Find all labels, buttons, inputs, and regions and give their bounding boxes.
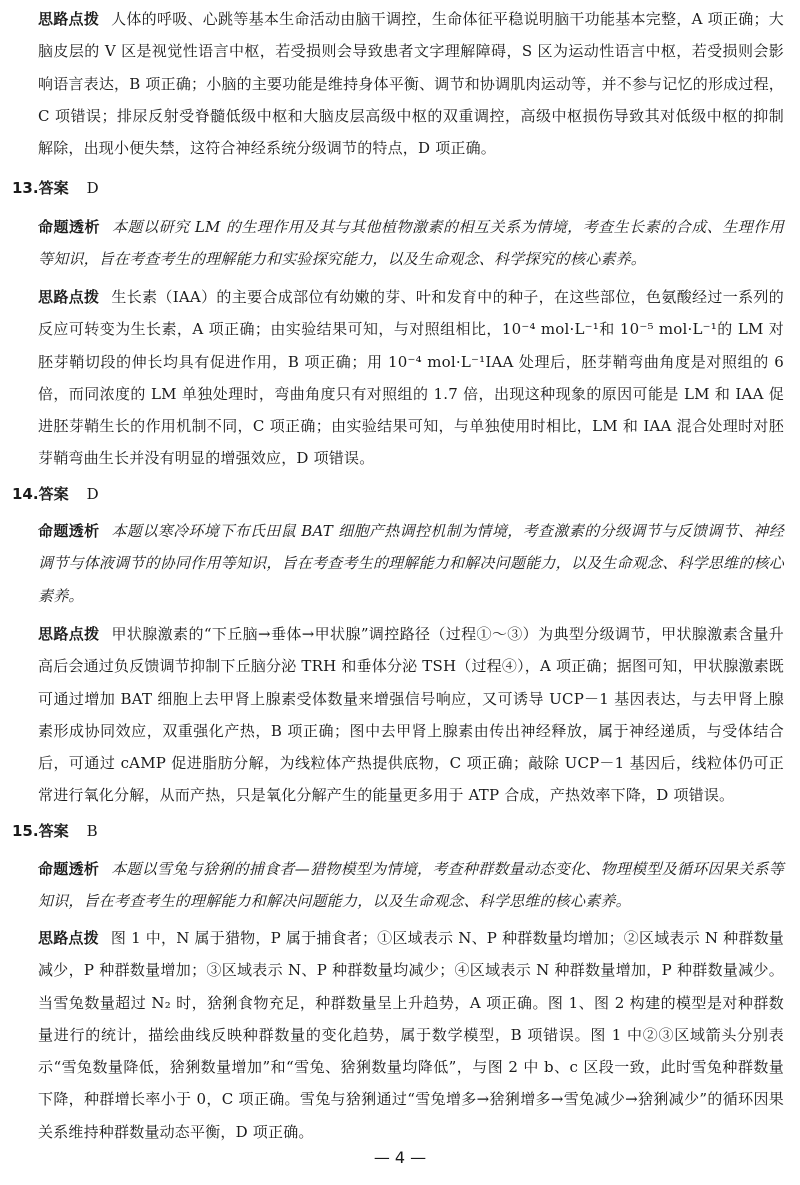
q14-analysis-text: 本题以寒冷环境下布氏田鼠 BAT 细胞产热调控机制为情境，考查激素的分级调节与反馈调节、神经调节与体液调节的协同作用等知识，旨在考查考生的理解能力和解决问题能力，以及生命观念、科学思维的核心素养。 xyxy=(38,522,785,605)
q15-answer-line xyxy=(12,819,98,843)
page-number: — 4 — xyxy=(373,1148,427,1167)
q14-answer-line xyxy=(12,482,99,506)
q15-hint-text: 图 1 中，N 属于猎物，P 属于捕食者；①区域表示 N、P 种群数量均增加；②区域表示 N 种群数量减少，P 种群数量增加；③区域表示 N、P 种群数量均减少；④区域表示 N 种群数量增加，P 种群数量减少。当雪兔数量超过 N₂ 时，猞猁食物充足，种群数量呈上升趋势，A 项正确。图 1、图 2 构建的模型是对种群数量进行的统计，描绘曲线反映种群数量的变化趋势，属于数学模型，B 项错误。图 1 中②③区域箭头分别表示“雪兔数量降低，猞猁数量增加”和“雪兔、猞猁数量均降低”，与图 2 中 b、c 区段一致，此时雪兔种群数量下降，种群增长率小于 0，C 项正确。雪兔与猞猁通过“雪兔增多→猞猁增多→雪兔减少→猞猁减少”的循环因果关系维持种群数量动态平衡，D 项正确。 xyxy=(38,929,785,1141)
q15-analysis-label: 命题透析 xyxy=(38,860,100,878)
q13-answer-label: 答案 xyxy=(38,179,69,197)
q14-hint-label: 思路点拨 xyxy=(38,625,100,643)
q15-number: 15. xyxy=(12,822,39,840)
q15-answer-label: 答案 xyxy=(38,822,69,840)
q13-hint-label: 思路点拨 xyxy=(38,288,100,306)
q13-answer-line xyxy=(12,176,99,200)
q15-hint-label: 思路点拨 xyxy=(38,929,99,947)
q12-hint-text: 人体的呼吸、心跳等基本生命活动由脑干调控，生命体征平稳说明脑干功能基本完整，A 项正确；大脑皮层的 V 区是视觉性语言中枢，若受损则会导致患者文字理解障碍，S 区为运动性语言中枢，若受损则会影响语言表达，B 项正确；小脑的主要功能是维持身体平衡、调节和协调肌肉运动等，并不参与记忆的形成过程，C 项错误；排尿反射受脊髓低级中枢和大脑皮层高级中枢的双重调控，高级中枢损伤导致其对低级中枢的抑制解除，出现小便失禁，这符合神经系统分级调节的特点，D 项正确。 xyxy=(38,10,784,158)
q13-hint-text: 生长素（IAA）的主要合成部位有幼嫩的芽、叶和发育中的种子，在这些部位，色氨酸经过一系列的反应可转变为生长素，A 项正确；由实验结果可知，与对照组相比，10⁻⁴ mol·L⁻¹和 10⁻⁵ mol·L⁻¹的 LM 对胚芽鞘切段的伸长均具有促进作用，B 项正确；用 10⁻⁴ mol·L⁻¹IAA 处理后，胚芽鞘弯曲角度是对照组的 6 倍，而同浓度的 LM 单独处理时，弯曲角度只有对照组的 1.7 倍，出现这种现象的原因可能是 LM 和 IAA 促进胚芽鞘生长的作用机制不同，C 项正确；由实验结果可知，与单独使用时相比，LM 和 IAA 混合处理时对胚芽鞘弯曲生长并没有明显的增强效应，D 项错误。 xyxy=(38,288,784,468)
q14-number: 14. xyxy=(12,485,39,503)
q12-hint xyxy=(38,3,784,164)
q15-hint xyxy=(38,922,784,1148)
q14-answer-value: D xyxy=(86,485,99,503)
q15-answer-value: B xyxy=(86,822,98,840)
q14-hint-text: 甲状腺激素的“下丘脑→垂体→甲状腺”调控路径（过程①～③）为典型分级调节，甲状腺激素含量升高后会通过负反馈调节抑制下丘脑分泌 TRH 和垂体分泌 TSH（过程④），A 项正确；据图可知，甲状腺激素既可通过增加 BAT 细胞上去甲肾上腺素受体数量来增强信号响应，又可诱导 UCP－1 基因表达，与去甲肾上腺素形成协同效应，双重强化产热，B 项正确；图中去甲肾上腺素由传出神经释放，属于神经递质，与受体结合后，可通过 cAMP 促进脂肪分解，为线粒体产热提供底物，C 项正确；敲除 UCP－1 基因后，线粒体仍可正常进行氧化分解，从而产热，只是氧化分解产生的能量更多用于 ATP 合成，产热效率下降，D 项错误。 xyxy=(38,625,784,805)
q13-analysis xyxy=(38,211,784,276)
q15-analysis xyxy=(38,853,784,918)
q14-hint xyxy=(38,618,784,812)
q13-number: 13. xyxy=(12,179,39,197)
q13-analysis-label: 命题透析 xyxy=(38,218,101,236)
q13-analysis-text: 本题以研究 LM 的生理作用及其与其他植物激素的相互关系为情境，考查生长素的合成、生理作用等知识，旨在考查考生的理解能力和实验探究能力，以及生命观念、科学探究的核心素养。 xyxy=(38,218,784,269)
q12-hint-label: 思路点拨 xyxy=(38,10,100,28)
q14-analysis xyxy=(38,515,784,612)
q13-answer-value: D xyxy=(86,179,99,197)
q15-analysis-text: 本题以雪兔与猞猁的捕食者—猎物模型为情境，考查种群数量动态变化、物理模型及循环因果关系等知识，旨在考查考生的理解能力和解决问题能力，以及生命观念、科学思维的核心素养。 xyxy=(38,860,784,911)
q14-analysis-label: 命题透析 xyxy=(38,522,100,540)
q13-hint xyxy=(38,281,784,475)
q14-answer-label: 答案 xyxy=(38,485,69,503)
